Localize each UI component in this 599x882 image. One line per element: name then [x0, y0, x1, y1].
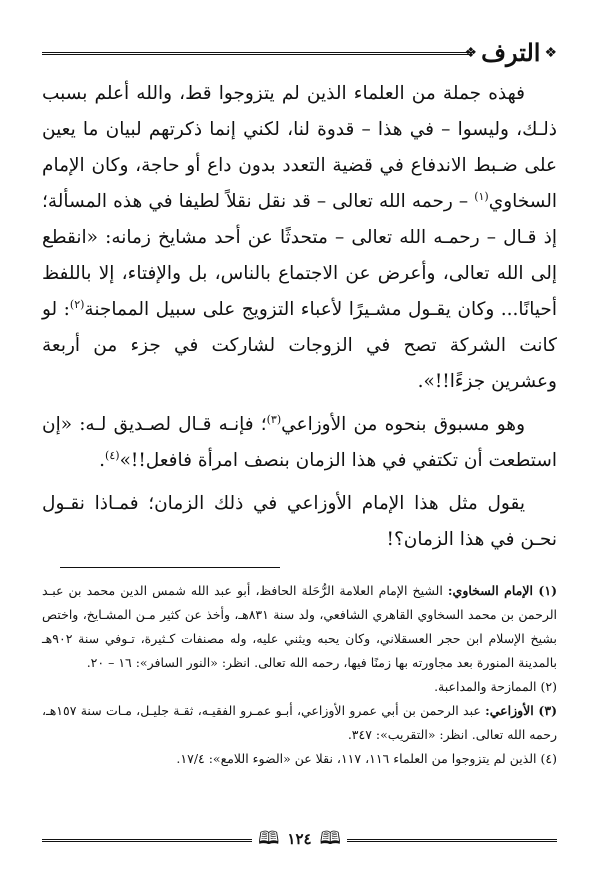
footnote-label: (٣) الأوزاعي: — [485, 703, 557, 718]
footnote-label: (١) الإمام السخاوي: — [447, 583, 557, 598]
header-title-group — [465, 38, 557, 68]
text-run: . — [99, 450, 106, 471]
page-header — [42, 38, 557, 68]
footnote-separator — [60, 567, 280, 568]
footer-rule-left — [42, 839, 252, 842]
page-footer — [42, 826, 557, 852]
footnote-4: (٤) الذين لم يتزوجوا من العلماء ١١٦، ١١٧، نقلا عن «الضوء اللامع»: ١٧/٤. — [176, 751, 557, 766]
page-number: ١٢٤ — [287, 830, 312, 848]
text-run: – رحمه الله تعالى – قد نقل نقلاً لطيفا في هذه المسألة؛ إذ قـال – رحمـه الله تعالى – متحدثًا عن أحد مشايخ زمانه: «انقطع إلى الله تعالى، وأعرض عن الاجتماع بالناس، بل والإفتاء، إلا باللفظ أحيانًا... وكان يقـول مشـيرًا لأعباء التزويج على سبيل المماجنة — [42, 191, 557, 320]
footnote-ref-4[interactable]: (٤) — [105, 448, 120, 462]
page-number-group — [258, 826, 341, 852]
text-run: وهو مسبوق بنحوه من الأوزاعي — [281, 414, 525, 435]
footnotes — [42, 579, 557, 771]
footnote-text: الشيخ الإمام العلامة الرُّحَلة الحافظ، أبو عبد الله شمس الدين محمد بن عبـد الرحمن بن محمد السخاوي القاهري الشافعي، ولد سنة ٨٣١هـ، وأخذ عن كثير مـن المشـايخ، واختص بشيخ الإسلام ابن حجر العسقلاني، وكان يحبه ويثني عليه، وله مصنفات كـثيرة، تـوفي سنة ٩٠٢هـ بالمدينة المنورة بعد مجاورته بها زمنًا فيها، رحمه الله تعالى. انظر: «النور السافر»: ١٦ – ٢٠. — [42, 583, 557, 670]
ornament-icon: ❖ — [464, 45, 478, 61]
footnote-ref-1[interactable]: (١) — [474, 189, 489, 203]
footnote-2: (٢) الممازحة والمداعبة. — [434, 679, 557, 694]
text-run: فهذه جملة من العلماء الذين لم يتزوجوا قط، والله أعلم بسبب ذلـك، وليسوا – في هذا – قدوة لنا، لكني إنما ذكرتهم لبيان ما يعين على ضـبط الاندفاع في قضية التعدد بدون داع أو حاجة، وكان الإمام السخاوي — [42, 83, 557, 212]
paragraph-2 — [42, 407, 557, 479]
book-icon: 🕮 — [258, 828, 280, 849]
header-rule — [42, 52, 472, 58]
text-run: : لو كانت الشركة تصح في الزوجات لشاركت في جزء من أربعة وعشرين جزءًا!!». — [42, 299, 557, 392]
footer-rule-right — [347, 839, 557, 842]
book-icon: 🕮 — [319, 828, 341, 849]
paragraph-1 — [42, 76, 557, 400]
footnote-1 — [42, 579, 557, 675]
ornament-icon: ❖ — [544, 45, 557, 61]
paragraph-3: يقول مثل هذا الإمام الأوزاعي في ذلك الزمان؛ فمـاذا نقـول نحـن في هذا الزمان؟! — [42, 493, 557, 550]
text-run: ؛ فإنـه قـال لصـديق لـه: «إن استطعت أن تكتفي في هذا الزمان بنصف امرأة فافعل!!» — [42, 414, 557, 471]
running-title: الترف — [481, 38, 541, 67]
footnote-ref-2[interactable]: (٢) — [69, 297, 85, 311]
main-text — [42, 76, 557, 565]
footnote-ref-3[interactable]: (٣) — [266, 412, 282, 426]
footnote-3 — [42, 699, 557, 747]
footnote-text: عبد الرحمن بن أبي عمرو الأوزاعي، أبـو عمـرو الفقيـه، ثقـة جليـل، مـات سنة ١٥٧هـ، رحمه الله تعالى. انظر: «التقريب»: ٣٤٧. — [42, 703, 557, 742]
